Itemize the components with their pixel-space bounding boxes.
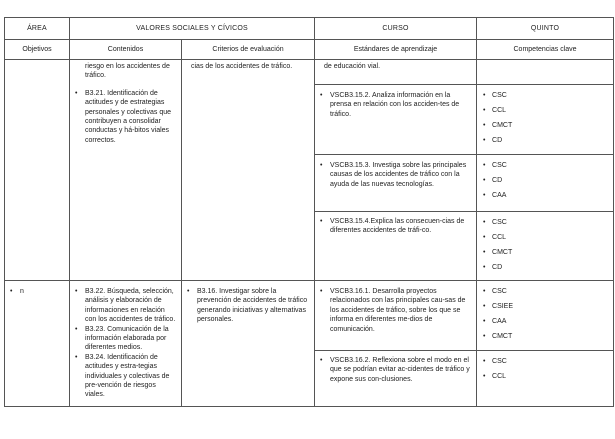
bullet-icon: • (483, 358, 486, 365)
bullet-icon: • (483, 192, 486, 199)
contenido-item (75, 353, 176, 400)
competencia-code: CMCT (492, 249, 513, 256)
block1-contenidos-cell (70, 60, 182, 281)
competencia-code: CSC (492, 288, 507, 295)
estandar-cell (315, 155, 477, 212)
contenido-item (75, 325, 176, 353)
competencia-code: CCL (492, 373, 507, 380)
criterios-continued-text: cias de los accidentes de tráfico. (191, 63, 293, 70)
criterios-header: Criterios de evaluación (182, 40, 315, 60)
competencia-item (483, 215, 613, 230)
objetivo-text: n (20, 288, 24, 295)
estandar-cell (315, 351, 477, 407)
competencia-code: CCL (492, 107, 507, 114)
bullet-icon: • (187, 288, 190, 295)
competencia-item (483, 88, 613, 103)
block1-competencias-continued-cell (477, 60, 614, 85)
competencia-code: CSC (492, 358, 507, 365)
competencia-item (483, 173, 613, 188)
bullet-icon: • (483, 288, 486, 295)
block1-objetivos-cell (5, 60, 70, 281)
competencia-code: CD (492, 137, 503, 144)
competencia-item (483, 188, 613, 203)
competencia-item (483, 260, 613, 275)
bullet-icon: • (483, 234, 486, 241)
bullet-icon: • (320, 92, 323, 99)
competencia-item (483, 354, 613, 369)
bullet-icon: • (320, 218, 323, 225)
competencias-cell (477, 85, 614, 155)
contenidos-header: Contenidos (70, 40, 182, 60)
estandar-text: VSCB3.16.1. Desarrolla proyectos relacionados con las principales cau-sas de los accidentes de tráfico, sobre los que se informa en diferentes me-dios de comunicación. (330, 288, 466, 333)
estandar-cell (315, 281, 477, 351)
bullet-icon: • (483, 318, 486, 325)
competencia-code: CAA (492, 192, 507, 199)
block2-criterios-cell (182, 281, 315, 407)
estandar-text: VSCB3.16.2. Reflexiona sobre el modo en el que se podrían evitar ac-cidentes de tráfico y expone sus con-clusiones. (330, 357, 470, 383)
bullet-icon: • (320, 357, 323, 364)
area-header: ÁREA (5, 18, 70, 40)
bullet-icon: • (483, 373, 486, 380)
competencia-code: CSC (492, 219, 507, 226)
block1-criterios-cell (182, 60, 315, 281)
competencias-cell (477, 351, 614, 407)
competencia-code: CSIEE (492, 303, 514, 310)
competencias-cell (477, 281, 614, 351)
header-row (5, 18, 614, 40)
estandar-continued-text: de educación vial. (324, 63, 381, 70)
estandar-text: VSCB3.15.2. Analiza información en la prensa en relación con los acciden-tes de tráfico. (330, 92, 460, 118)
bullet-icon: • (320, 288, 323, 295)
contenido-text: B3.22. Búsqueda, selección, análisis y elaboración de informaciones en relación con los accidentes de tráfico. (85, 288, 176, 324)
competencia-code: CSC (492, 92, 507, 99)
bullet-icon: • (75, 353, 78, 361)
curriculum-table (4, 17, 614, 407)
competencia-code: CSC (492, 162, 507, 169)
block2-contenidos-cell (70, 281, 182, 407)
competencia-item (483, 369, 613, 384)
bullet-icon: • (483, 107, 486, 114)
bullet-icon: • (75, 325, 78, 333)
competencia-item (483, 158, 613, 173)
competencia-code: CD (492, 177, 503, 184)
competencia-item (483, 329, 613, 344)
competencia-code: CMCT (492, 122, 513, 129)
competencia-item (483, 245, 613, 260)
bullet-icon: • (483, 249, 486, 256)
bullet-icon: • (483, 219, 486, 226)
estandar-cell (315, 85, 477, 155)
bullet-icon: • (483, 333, 486, 340)
competencia-item (483, 299, 613, 314)
contenido-item (75, 89, 176, 145)
contenido-item (75, 287, 176, 325)
contenido-text: B3.23. Comunicación de la información elaborada por diferentes medios. (85, 325, 169, 352)
course-value-header: QUINTO (477, 18, 614, 40)
contenidos-continued-text: riesgo en los accidentes de tráfico. (85, 63, 170, 80)
bullet-icon: • (320, 162, 323, 169)
bullet-icon: • (483, 162, 486, 169)
bullet-icon: • (75, 288, 78, 295)
bullet-icon: • (75, 89, 78, 97)
bullet-icon: • (483, 122, 486, 129)
competencia-item (483, 118, 613, 133)
block1-estandar-continued-cell (315, 60, 477, 85)
bullet-icon: • (10, 288, 13, 295)
contenido-b321-text: B3.21. Identificación de actitudes y de estrategias personales y colectivas que contribuyen a consolidar conductas y há-bitos viales correctos. (85, 89, 171, 144)
competencia-code: CD (492, 264, 503, 271)
criterio-text: B3.16. Investigar sobre la prevención de accidentes de tráfico generando iniciativas y alternativas personales. (197, 288, 308, 324)
competencias-header: Competencias clave (477, 40, 614, 60)
subject-header: VALORES SOCIALES Y CÍVICOS (70, 18, 315, 40)
bullet-icon: • (483, 264, 486, 271)
block2-row-1 (5, 281, 614, 351)
contenido-text: B3.24. Identificación de actitudes y estra-tegias individuales y colectivas de pre-vención de riesgos viales. (85, 353, 170, 399)
competencia-code: CMCT (492, 333, 513, 340)
estandar-cell (315, 212, 477, 281)
course-label-header: CURSO (315, 18, 477, 40)
competencia-item (483, 284, 613, 299)
competencia-code: CCL (492, 234, 507, 241)
bullet-icon: • (483, 92, 486, 99)
objetivos-header: Objetivos (5, 40, 70, 60)
bullet-icon: • (483, 177, 486, 184)
competencias-cell (477, 212, 614, 281)
competencia-item (483, 314, 613, 329)
competencia-item (483, 103, 613, 118)
bullet-icon: • (483, 303, 486, 310)
estandar-text: VSCB3.15.4.Explica las consecuen-cias de diferentes accidentes de tráfi-co. (330, 218, 465, 235)
competencia-item (483, 230, 613, 245)
block2-objetivos-cell (5, 281, 70, 407)
competencia-item (483, 133, 613, 148)
estandar-text: VSCB3.15.3. Investiga sobre las principales causas de los accidentes de tráfico con la ayuda de las nuevas tecnologías. (330, 162, 467, 188)
competencia-code: CAA (492, 318, 507, 325)
bullet-icon: • (483, 137, 486, 144)
competencias-cell (477, 155, 614, 212)
block1-row-1 (5, 60, 614, 85)
subheader-row (5, 40, 614, 60)
estandares-header: Estándares de aprendizaje (315, 40, 477, 60)
